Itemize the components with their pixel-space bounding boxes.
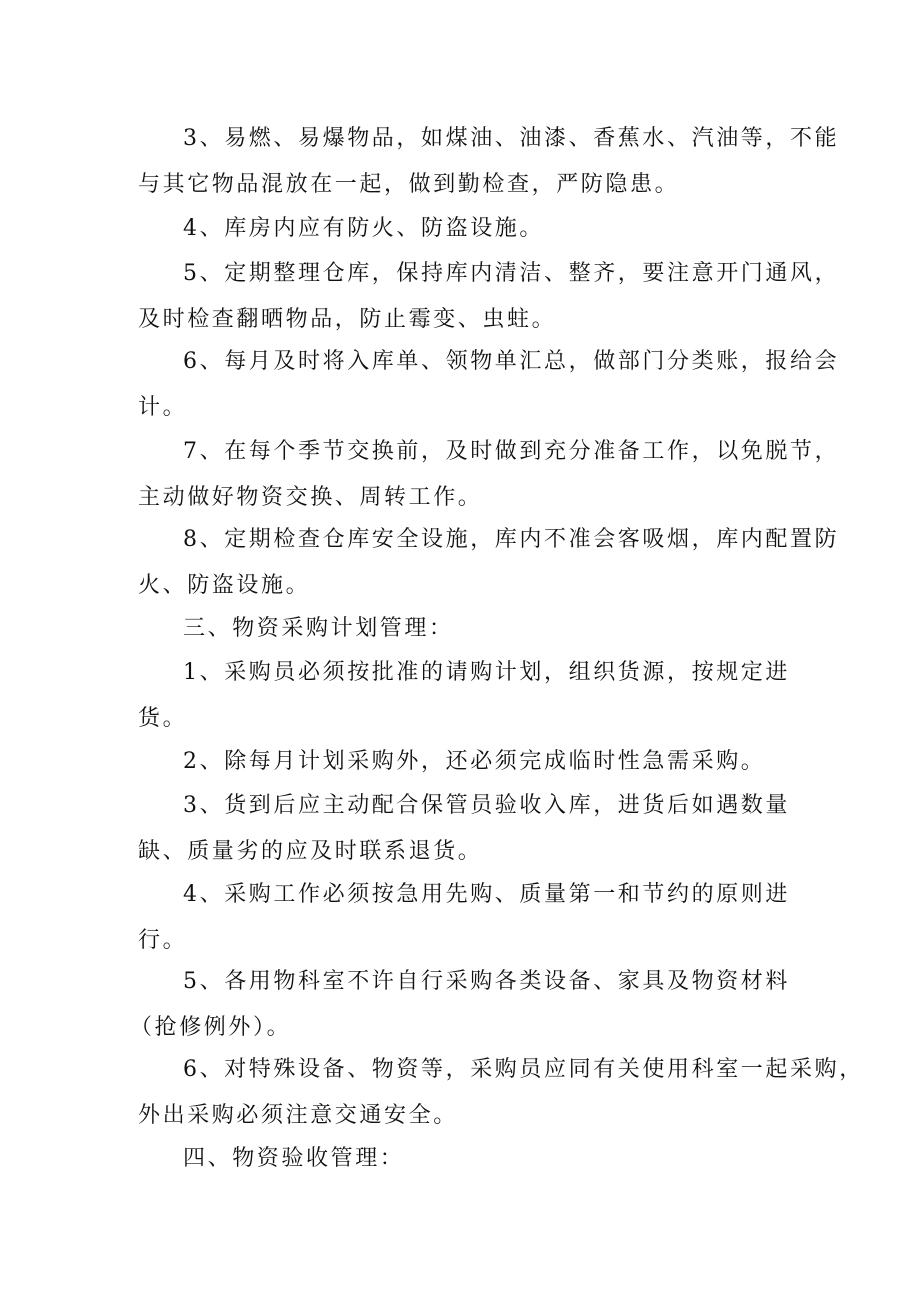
section-heading-text: 四、物资验收管理： (183, 1146, 405, 1171)
paragraph-line: 6、对特殊设备、物资等，采购员应同有关使用科室一起采购， (183, 1057, 864, 1082)
paragraph-line: 3、易燃、易爆物品，如煤油、油漆、香蕉水、汽油等，不能 (183, 126, 840, 151)
paragraph-procurement-4 (0, 872, 920, 964)
paragraph-line: 计。 (138, 395, 188, 420)
paragraph-line: 行。 (138, 928, 188, 953)
paragraph-procurement-1 (0, 650, 920, 742)
paragraph-line: 及时检查翻晒物品，防止霉变、虫蛀。 (138, 307, 557, 332)
paragraph-item-3-flammables (0, 116, 920, 208)
paragraph-item-8-safety-check (0, 517, 920, 609)
paragraph-line: 火、防盗设施。 (138, 573, 311, 598)
paragraph-item-5-tidy-warehouse (0, 251, 920, 343)
paragraph-line: 4、采购工作必须按急用先购、质量第一和节约的原则进 (183, 882, 790, 907)
paragraph-procurement-3 (0, 783, 920, 875)
paragraph-line: 主动做好物资交换、周转工作。 (138, 485, 483, 510)
paragraph-line: 货。 (138, 706, 188, 731)
paragraph-line: 7、在每个季节交换前，及时做到充分准备工作，以免脱节， (183, 439, 840, 464)
paragraph-procurement-2 (0, 739, 920, 785)
paragraph-line: 缺、质量劣的应及时联系退货。 (138, 839, 483, 864)
paragraph-line: （抢修例外）。 (130, 1015, 292, 1040)
paragraph-line: 5、定期整理仓库，保持库内清洁、整齐，要注意开门通风， (183, 261, 840, 286)
paragraph-line: 3、货到后应主动配合保管员验收入库，进货后如遇数量 (183, 793, 790, 818)
paragraph-line: 8、定期检查仓库安全设施，库内不准会客吸烟，库内配置防 (183, 527, 840, 552)
paragraph-line: 6、每月及时将入库单、领物单汇总，做部门分类账，报给会 (183, 349, 840, 374)
section-heading-text: 三、物资采购计划管理： (183, 616, 454, 641)
paragraph-line: 2、除每月计划采购外，还必须完成临时性急需采购。 (183, 749, 766, 774)
paragraph-line: 4、库房内应有防火、防盗设施。 (183, 216, 544, 241)
paragraph-item-6-monthly-summary (0, 339, 920, 431)
paragraph-line: 5、各用物科室不许自行采购各类设备、家具及物资材料 (183, 969, 790, 994)
section-heading-procurement (0, 606, 920, 652)
paragraph-line: 1、采购员必须按批准的请购计划，组织货源，按规定进 (183, 660, 790, 685)
section-heading-acceptance (0, 1136, 920, 1182)
paragraph-procurement-6 (0, 1047, 920, 1139)
paragraph-item-7-season-change (0, 429, 920, 521)
paragraph-line: 外出采购必须注意交通安全。 (138, 1103, 458, 1128)
paragraph-item-4-fire-theft (0, 206, 920, 252)
paragraph-procurement-5 (0, 959, 920, 1051)
paragraph-line: 与其它物品混放在一起，做到勤检查，严防隐患。 (138, 172, 680, 197)
